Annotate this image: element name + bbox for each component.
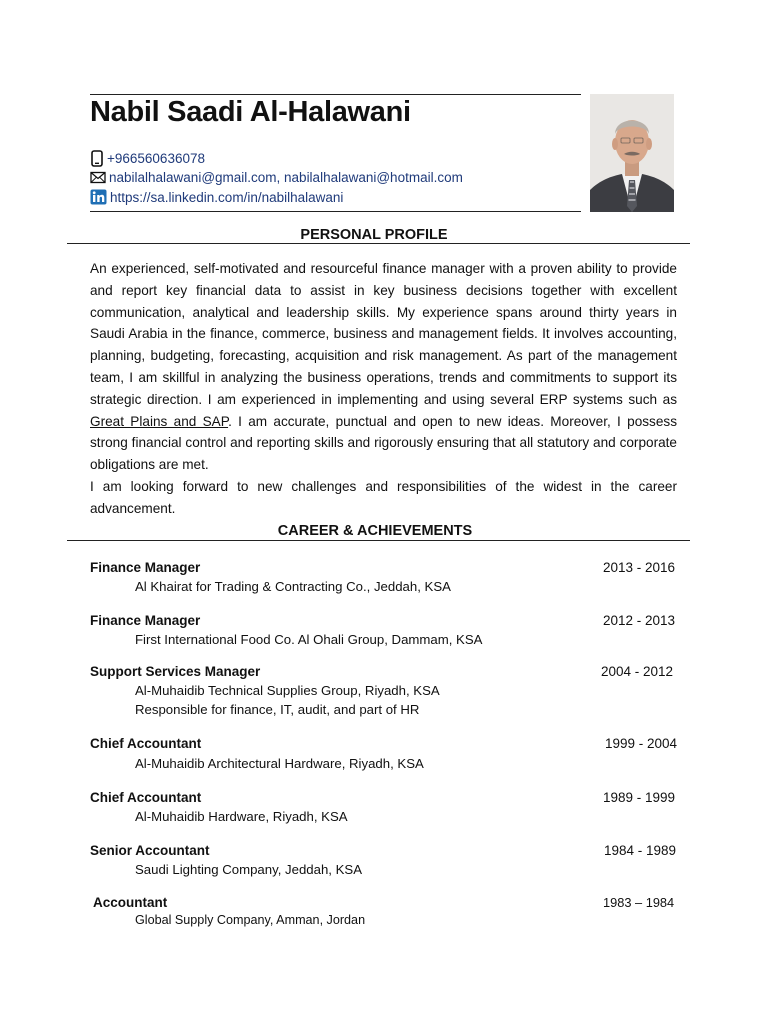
job-years: 1984 - 1989: [604, 843, 677, 858]
personal-profile-text: [90, 258, 677, 520]
candidate-name: Nabil Saadi Al-Halawani: [90, 96, 411, 128]
email-addresses[interactable]: nabilalhalawani@gmail.com, nabilalhalawani@hotmail.com: [109, 170, 463, 185]
erp-systems-underlined: Great Plains and SAP: [90, 413, 229, 429]
profile-paragraph-2: I am looking forward to new challenges and responsibilities of the widest in the career advancement.: [90, 478, 677, 516]
job-title: Finance Manager: [90, 613, 201, 628]
header-bottom-rule: [90, 211, 581, 212]
job-title: Senior Accountant: [90, 843, 210, 858]
job-company: Al-Muhaidib Architectural Hardware, Riyadh, KSA: [135, 756, 424, 771]
job-company: Global Supply Company, Amman, Jordan: [135, 913, 366, 927]
job-years: 2013 - 2016: [603, 560, 676, 575]
job-company: First International Food Co. Al Ohali Group, Dammam, KSA: [135, 632, 483, 647]
job-company: Al-Muhaidib Technical Supplies Group, Riyadh, KSA: [135, 683, 440, 698]
job-years: 1983 – 1984: [603, 895, 675, 910]
job-title: Chief Accountant: [90, 790, 202, 805]
linkedin-url[interactable]: https://sa.linkedin.com/in/nabilhalawani: [110, 189, 344, 205]
email-row: [90, 170, 463, 185]
phone-number[interactable]: +966560636078: [107, 151, 205, 166]
career-section-rule: [67, 540, 690, 541]
job-years: 1989 - 1999: [603, 790, 676, 805]
personal-profile-heading: PERSONAL PROFILE: [300, 227, 448, 243]
job-title: Support Services Manager: [90, 664, 261, 679]
job-company: Saudi Lighting Company, Jeddah, KSA: [135, 862, 363, 877]
profile-paragraph-1: An experienced, self-motivated and resourceful finance manager with a proven ability to provide and report key financial data to assist in key business decisions together with excellent communication, analytical and leadership skills. My experience spans around thirty years in Saudi Arabia in the finance, commerce, business and management fields. It involves accounting, planning, budgeting, forecasting, acquisition and risk management. As part of the management team, I am skillful in analyzing the business operations, trends and commitments to support its strategic direction. I am experienced in implementing and using several ERP systems such as Great Plains and SAP. I am accurate, punctual and open to new ideas. Moreover, I possess strong financial control and reporting skills and rigorously ensuring that all statutory and corporate obligations are met.: [90, 261, 677, 473]
job-company: Al-Muhaidib Hardware, Riyadh, KSA: [135, 809, 348, 824]
job-years: 2004 - 2012: [601, 664, 674, 679]
profile-photo: [590, 94, 674, 212]
job-company: Al Khairat for Trading & Contracting Co., Jeddah, KSA: [135, 579, 451, 594]
career-heading: CAREER & ACHIEVEMENTS: [277, 523, 473, 539]
job-years: 2012 - 2013: [603, 613, 676, 628]
job-title: Finance Manager: [90, 560, 201, 575]
linkedin-row: [90, 189, 343, 205]
profile-section-rule: [67, 243, 690, 244]
header-top-rule: [90, 94, 581, 95]
job-title: Chief Accountant: [90, 736, 202, 751]
phone-row: [90, 150, 205, 167]
envelope-icon: [90, 171, 106, 184]
job-description: Responsible for finance, IT, audit, and part of HR: [135, 702, 420, 717]
mobile-phone-icon: [90, 150, 104, 167]
job-years: 1999 - 2004: [605, 736, 678, 751]
job-title: Accountant: [93, 895, 168, 910]
linkedin-icon: [90, 189, 107, 205]
